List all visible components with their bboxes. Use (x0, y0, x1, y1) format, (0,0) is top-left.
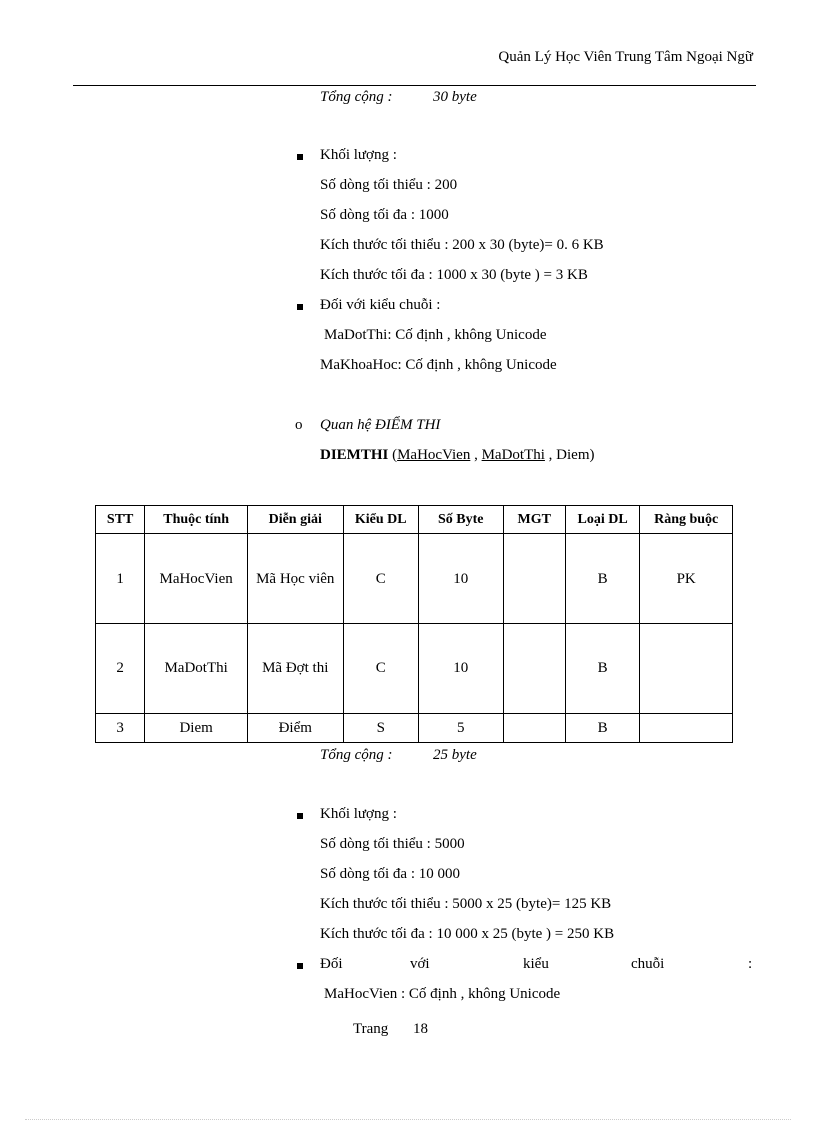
string-type-line: MaKhoaHoc: Cố định , không Unicode (320, 357, 557, 373)
volume-line: Kích thước tối thiểu : 5000 x 25 (byte)= 125 KB (320, 896, 612, 912)
page-bottom-edge (25, 1119, 791, 1120)
table-cell: 3 (96, 714, 145, 743)
table-cell: Mã Đợt thi (247, 624, 343, 714)
table-header-cell: MGT (503, 506, 565, 534)
table-cell: 10 (419, 624, 504, 714)
table-cell: B (565, 714, 639, 743)
string-type-word: Đối (320, 956, 343, 972)
table-header-cell: STT (96, 506, 145, 534)
string-type-line: MaHocVien : Cố định , không Unicode (324, 986, 561, 1002)
relation-name: DIEMTHI (320, 447, 389, 463)
table-cell: Điểm (247, 714, 343, 743)
table-cell: 1 (96, 534, 145, 624)
schema-open: ( (392, 447, 398, 463)
table-row (96, 534, 733, 624)
volume-title: Khối lượng : (320, 147, 397, 163)
string-type-word: chuỗi (631, 956, 665, 972)
attribute-table (95, 505, 733, 743)
schema-rest: , Diem) (544, 447, 595, 463)
table-header-cell: Loại DL (565, 506, 639, 534)
schema-sep: , (470, 447, 482, 463)
table-cell: 5 (419, 714, 504, 743)
string-type-line: MaDotThi: Cố định , không Unicode (324, 327, 547, 343)
string-type-word: với (410, 956, 430, 972)
table-header-cell: Diễn giải (247, 506, 343, 534)
volume-line: Số dòng tối thiểu : 5000 (320, 836, 465, 852)
table-row (96, 624, 733, 714)
string-type-title: Đối với kiểu chuỗi : (320, 297, 441, 313)
table-cell: MaHocVien (145, 534, 248, 624)
table-cell: C (343, 534, 418, 624)
table-cell (640, 624, 733, 714)
bullet-icon (297, 963, 303, 969)
volume-line: Kích thước tối thiểu : 200 x 30 (byte)= 0. 6 KB (320, 237, 604, 253)
page-footer-label: Trang (353, 1021, 389, 1037)
header-divider (73, 85, 756, 86)
table-cell: B (565, 534, 639, 624)
relation-title: Quan hệ ĐIỂM THI (320, 417, 441, 433)
table-cell (503, 534, 565, 624)
bullet-icon (297, 813, 303, 819)
table-cell: 10 (419, 534, 504, 624)
volume-line: Kích thước tối đa : 10 000 x 25 (byte ) = 250 KB (320, 926, 615, 942)
bullet-icon (297, 304, 303, 310)
total-value: 25 byte (433, 747, 477, 763)
volume-line: Kích thước tối đa : 1000 x 30 (byte ) = 3 KB (320, 267, 588, 283)
page-number: 18 (413, 1021, 428, 1037)
string-type-word: : (748, 956, 753, 972)
table-cell: Mã Học viên (247, 534, 343, 624)
table-cell: Diem (145, 714, 248, 743)
table-cell: 2 (96, 624, 145, 714)
volume-line: Số dòng tối thiểu : 200 (320, 177, 458, 193)
table-row (96, 714, 733, 743)
volume-line: Số dòng tối đa : 1000 (320, 207, 449, 223)
table-cell (503, 714, 565, 743)
table-header-row (96, 506, 733, 534)
table-cell: MaDotThi (145, 624, 248, 714)
table-cell: B (565, 624, 639, 714)
volume-title: Khối lượng : (320, 806, 397, 822)
total-value: 30 byte (433, 89, 477, 105)
table-cell (640, 714, 733, 743)
schema-key-mahocvien: MaHocVien (397, 447, 471, 463)
total-label: Tổng cộng : (320, 89, 393, 105)
bullet-icon (297, 154, 303, 160)
table-header-cell: Thuộc tính (145, 506, 248, 534)
relation-schema (320, 447, 595, 464)
total-label: Tổng cộng : (320, 747, 393, 763)
table-cell (503, 624, 565, 714)
table-header-cell: Số Byte (419, 506, 504, 534)
volume-line: Số dòng tối đa : 10 000 (320, 866, 461, 882)
string-type-word: kiểu (523, 956, 549, 972)
table-cell: PK (640, 534, 733, 624)
table-cell: S (343, 714, 418, 743)
list-marker: o (295, 417, 303, 433)
table-header-cell: Kiểu DL (343, 506, 418, 534)
table-header-cell: Ràng buộc (640, 506, 733, 534)
page-header-title: Quản Lý Học Viên Trung Tâm Ngoại Ngữ (498, 49, 753, 65)
schema-key-madotthi: MaDotThi (481, 447, 545, 463)
table-cell: C (343, 624, 418, 714)
